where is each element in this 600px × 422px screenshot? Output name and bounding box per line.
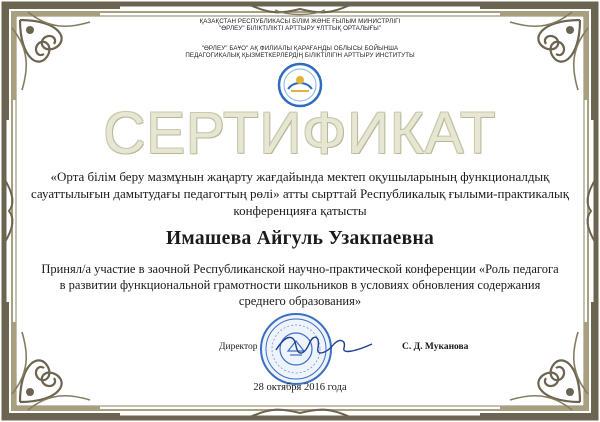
description-text-russian: Принял/а участие в заочной Республиканской научно-практической конференции «Роль педагога в развитии функциональной грамотности школьников в условиях обновления содержания среднего образования» [41, 262, 559, 308]
frame-corner-bottom-right [480, 302, 596, 418]
director-name: С. Д. Муканова [402, 342, 469, 352]
frame-corner-bottom-left [4, 302, 120, 418]
header-institute: ПЕДАГОГИКАЛЫҚ ҚЫЗМЕТКЕРЛЕРДІҢ БІЛІКТІЛІГІН АРТТЫРУ ИНСТИТУТЫ [185, 52, 415, 59]
intro-text-kazakh: «Орта білім беру мазмұнын жаңарту жағдайында мектеп оқушыларының функционалдық сауаттылығын дамытудағы педагогтың рөлі» атты сырттай Республикалық ғылыми-практикалық конференцияға қатысты [30, 169, 570, 218]
header-ministry: ҚАЗАҚСТАН РЕСПУБЛИКАСЫ БІЛІМ ЖӘНЕ ҒЫЛЫМ МИНИСТРЛІГІ [199, 18, 401, 25]
header-orleu-branch: "ӨРЛЕУ" БАҰО" АҚ ФИЛИАЛЫ ҚАРАҒАНДЫ ОБЛЫСЫ БОЙЫНША [201, 45, 399, 52]
header-orleu-center: "ӨРЛЕУ" БІЛІКТІЛІКТІ АРТТЫРУ ҰЛТТЫҚ ОРТАЛЫҒЫ" [218, 25, 382, 32]
issue-date: 28 октября 2016 года [253, 382, 347, 393]
director-signature [268, 326, 378, 362]
recipient-name: Имашева Айгуль Узакпаевна [165, 228, 435, 249]
director-label: Директор [219, 342, 258, 352]
certificate-title: СЕРТИФИКАТ [103, 101, 497, 166]
